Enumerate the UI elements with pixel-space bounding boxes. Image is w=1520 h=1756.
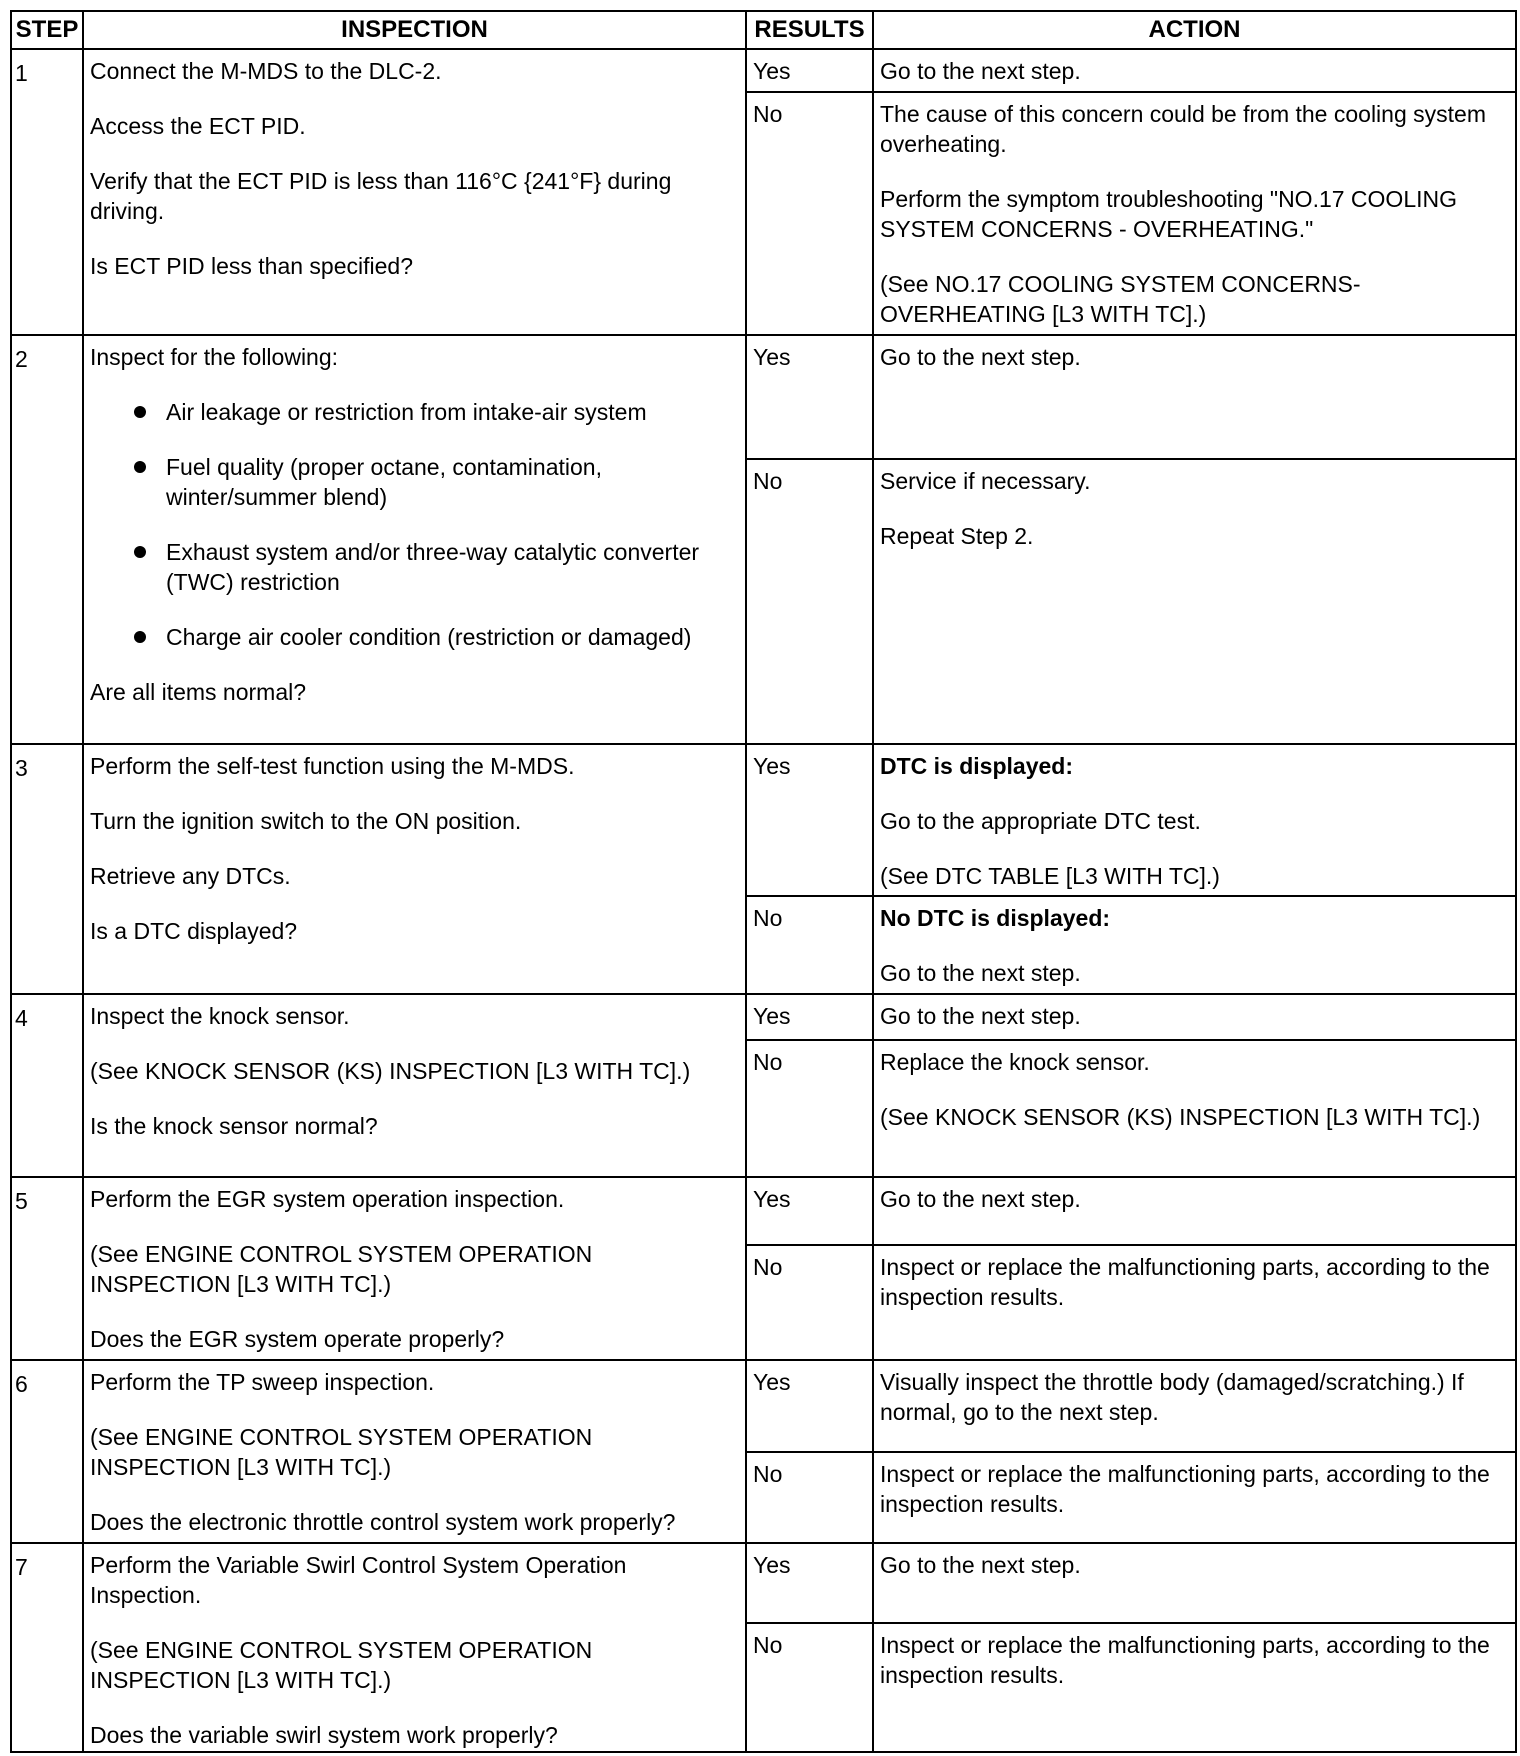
inspection-bullet-list <box>90 397 739 652</box>
action-line: Replace the knock sensor. <box>880 1049 1150 1075</box>
result-yes: Yes <box>746 1543 873 1623</box>
result-yes: Yes <box>746 1177 873 1245</box>
action-cell <box>873 1452 1516 1543</box>
result-no: No <box>746 896 873 994</box>
result-no: No <box>746 1040 873 1177</box>
action-line: Inspect or replace the malfunctioning parts, according to the inspection results. <box>880 1632 1490 1688</box>
action-heading <box>880 903 1509 933</box>
step-number: 5 <box>11 1177 83 1360</box>
action-cell <box>873 335 1516 459</box>
inspection-cell <box>83 1360 746 1543</box>
bullet-text: Charge air cooler condition (restriction or damaged) <box>166 624 692 650</box>
inspection-line: Retrieve any DTCs. <box>90 863 291 889</box>
troubleshooting-table <box>10 10 1517 1753</box>
header-inspection: INSPECTION <box>83 11 746 49</box>
inspection-line: Does the variable swirl system work properly? <box>90 1722 558 1748</box>
inspection-line: Turn the ignition switch to the ON position. <box>90 808 522 834</box>
result-no: No <box>746 459 873 744</box>
action-line: The cause of this concern could be from the cooling system overheating. <box>880 101 1486 157</box>
inspection-cell <box>83 1543 746 1752</box>
inspection-line: (See ENGINE CONTROL SYSTEM OPERATION INSPECTION [L3 WITH TC].) <box>90 1241 593 1297</box>
dtc-displayed-heading: DTC is displayed: <box>880 753 1073 779</box>
action-cell <box>873 1040 1516 1177</box>
header-row <box>11 11 1516 49</box>
action-line: Go to the appropriate DTC test. <box>880 808 1201 834</box>
action-line: Go to the next step. <box>880 1552 1081 1578</box>
inspection-line: Connect the M-MDS to the DLC-2. <box>90 58 442 84</box>
action-line: Go to the next step. <box>880 344 1081 370</box>
step-number: 7 <box>11 1543 83 1752</box>
action-line: Go to the next step. <box>880 58 1081 84</box>
inspection-line: Perform the Variable Swirl Control System Operation Inspection. <box>90 1552 627 1608</box>
action-line: Go to the next step. <box>880 1003 1081 1029</box>
action-cell <box>873 994 1516 1040</box>
bullet-text: Air leakage or restriction from intake-air system <box>166 399 647 425</box>
bullet-text: Fuel quality (proper octane, contamination, winter/summer blend) <box>166 454 602 510</box>
step-number: 6 <box>11 1360 83 1543</box>
inspection-line: (See KNOCK SENSOR (KS) INSPECTION [L3 WITH TC].) <box>90 1058 691 1084</box>
table-row <box>11 744 1516 896</box>
result-yes: Yes <box>746 49 873 92</box>
action-line: Service if necessary. <box>880 468 1091 494</box>
inspection-line: Does the electronic throttle control system work properly? <box>90 1509 676 1535</box>
bullet-icon <box>134 546 146 558</box>
action-line: (See KNOCK SENSOR (KS) INSPECTION [L3 WITH TC].) <box>880 1104 1481 1130</box>
action-cell <box>873 896 1516 994</box>
inspection-cell <box>83 1177 746 1360</box>
result-no: No <box>746 1623 873 1752</box>
result-yes: Yes <box>746 1360 873 1452</box>
result-no: No <box>746 92 873 335</box>
result-no: No <box>746 1452 873 1543</box>
action-line: (See DTC TABLE [L3 WITH TC].) <box>880 863 1220 889</box>
result-yes: Yes <box>746 994 873 1040</box>
step-number: 2 <box>11 335 83 744</box>
table-row <box>11 1543 1516 1623</box>
action-cell <box>873 1543 1516 1623</box>
bullet-item <box>90 622 739 652</box>
step-number: 3 <box>11 744 83 994</box>
action-heading <box>880 751 1509 781</box>
action-cell <box>873 1245 1516 1360</box>
bullet-icon <box>134 406 146 418</box>
result-yes: Yes <box>746 335 873 459</box>
action-line: Inspect or replace the malfunctioning parts, according to the inspection results. <box>880 1254 1490 1310</box>
bullet-icon <box>134 631 146 643</box>
step-number: 4 <box>11 994 83 1177</box>
action-line: Inspect or replace the malfunctioning parts, according to the inspection results. <box>880 1461 1490 1517</box>
inspection-cell <box>83 994 746 1177</box>
header-step: STEP <box>11 11 83 49</box>
inspection-line: Is a DTC displayed? <box>90 918 298 944</box>
table-row <box>11 49 1516 92</box>
bullet-text: Exhaust system and/or three-way catalytic converter (TWC) restriction <box>166 539 700 595</box>
result-yes: Yes <box>746 744 873 896</box>
bullet-item <box>90 452 739 512</box>
step-number: 1 <box>11 49 83 335</box>
bullet-item <box>90 537 739 597</box>
inspection-line: (See ENGINE CONTROL SYSTEM OPERATION INSPECTION [L3 WITH TC].) <box>90 1637 593 1693</box>
header-action: ACTION <box>873 11 1516 49</box>
table-row <box>11 1177 1516 1245</box>
no-dtc-displayed-heading: No DTC is displayed: <box>880 905 1111 931</box>
inspection-line: (See ENGINE CONTROL SYSTEM OPERATION INSPECTION [L3 WITH TC].) <box>90 1424 593 1480</box>
action-line: (See NO.17 COOLING SYSTEM CONCERNS-OVERHEATING [L3 WITH TC].) <box>880 271 1361 327</box>
action-cell <box>873 1623 1516 1752</box>
inspection-line: Perform the self-test function using the M-MDS. <box>90 753 575 779</box>
inspection-line: Access the ECT PID. <box>90 113 306 139</box>
result-no: No <box>746 1245 873 1360</box>
action-cell <box>873 1177 1516 1245</box>
inspection-cell <box>83 49 746 335</box>
action-line: Perform the symptom troubleshooting "NO.17 COOLING SYSTEM CONCERNS - OVERHEATING." <box>880 186 1457 242</box>
inspection-line: Is the knock sensor normal? <box>90 1113 378 1139</box>
inspection-line: Inspect for the following: <box>90 344 339 370</box>
action-cell <box>873 1360 1516 1452</box>
inspection-cell <box>83 335 746 744</box>
action-line: Repeat Step 2. <box>880 523 1034 549</box>
inspection-line: Inspect the knock sensor. <box>90 1003 350 1029</box>
table-row <box>11 1360 1516 1452</box>
header-results: RESULTS <box>746 11 873 49</box>
bullet-icon <box>134 461 146 473</box>
inspection-line: Does the EGR system operate properly? <box>90 1326 505 1352</box>
inspection-line: Verify that the ECT PID is less than 116°C {241°F} during driving. <box>90 168 672 224</box>
inspection-line: Are all items normal? <box>90 679 307 705</box>
action-line: Go to the next step. <box>880 1186 1081 1212</box>
table-row <box>11 335 1516 459</box>
action-line: Visually inspect the throttle body (damaged/scratching.) If normal, go to the next step. <box>880 1369 1464 1425</box>
action-line: Go to the next step. <box>880 960 1081 986</box>
inspection-line: Is ECT PID less than specified? <box>90 253 413 279</box>
troubleshooting-table-wrapper <box>10 10 1517 1753</box>
table-row <box>11 994 1516 1040</box>
inspection-cell <box>83 744 746 994</box>
action-cell <box>873 92 1516 335</box>
action-cell <box>873 744 1516 896</box>
bullet-item <box>90 397 739 427</box>
inspection-line: Perform the TP sweep inspection. <box>90 1369 435 1395</box>
inspection-line: Perform the EGR system operation inspection. <box>90 1186 565 1212</box>
action-cell <box>873 459 1516 744</box>
action-cell <box>873 49 1516 92</box>
